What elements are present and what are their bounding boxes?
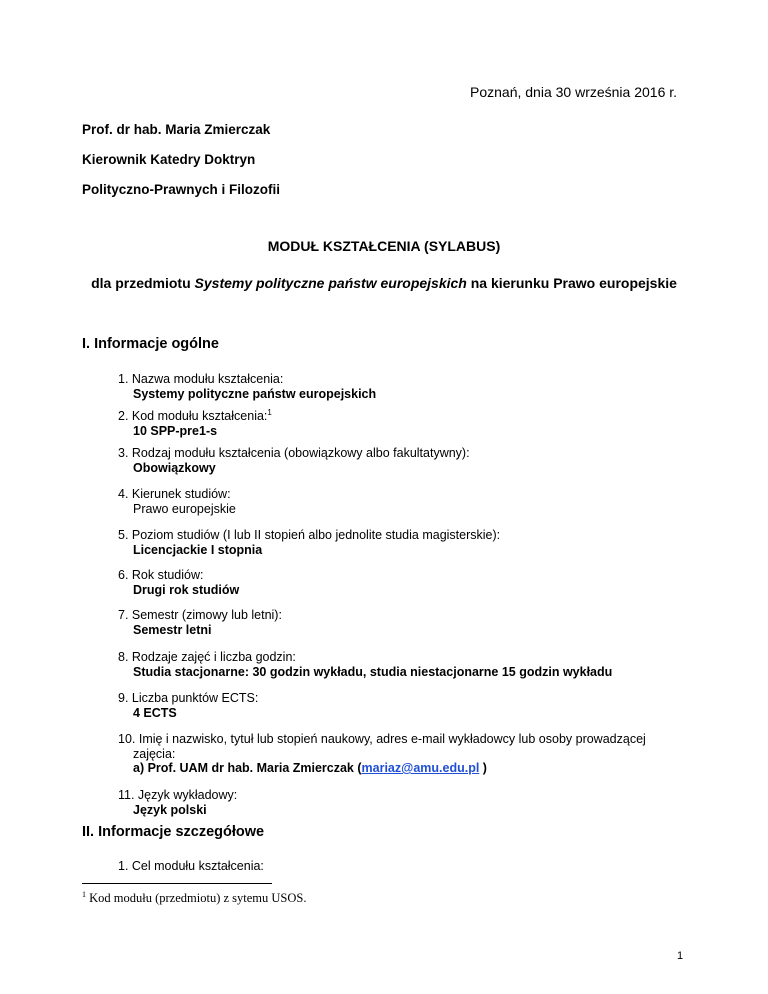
item-label-continuation: zajęcia: xyxy=(133,746,176,761)
list-item xyxy=(118,859,703,874)
item-label: 5. Poziom studiów (I lub II stopień albo jednolite studia magisterskie): xyxy=(118,528,501,542)
header-department: Polityczno-Prawnych i Filozofii xyxy=(82,182,281,197)
footnote-ref: 1 xyxy=(267,407,272,417)
list-item xyxy=(118,372,703,401)
item-value: Drugi rok studiów xyxy=(133,582,240,597)
section-heading-detailed: II. Informacje szczegółowe xyxy=(82,824,265,840)
item-value: Systemy polityczne państw europejskich xyxy=(133,386,377,401)
item-value: 10 SPP-pre1-s xyxy=(133,423,218,438)
item-value: Semestr letni xyxy=(133,622,212,637)
section-heading-general: I. Informacje ogólne xyxy=(82,336,219,352)
list-item xyxy=(118,788,703,817)
list-item xyxy=(118,608,703,637)
item-label: 8. Rodzaje zajęć i liczba godzin: xyxy=(118,650,296,664)
list-item xyxy=(118,732,703,776)
subtitle-prefix: dla przedmiotu xyxy=(91,275,195,291)
document-subtitle xyxy=(0,275,768,291)
item-value: Studia stacjonarne: 30 godzin wykładu, studia niestacjonarne 15 godzin wykładu xyxy=(133,664,613,679)
page-number: 1 xyxy=(677,950,684,962)
item-value: Licencjackie I stopnia xyxy=(133,542,263,557)
item-label: 11. Język wykładowy: xyxy=(118,788,238,802)
item-value xyxy=(118,761,703,776)
item-value: Prawo europejskie xyxy=(133,501,236,516)
footnote-divider xyxy=(82,883,272,884)
item-label: 6. Rok studiów: xyxy=(118,568,204,582)
footnote xyxy=(82,891,306,906)
item-label: 1. Nazwa modułu kształcenia: xyxy=(118,372,284,386)
list-item xyxy=(118,446,703,475)
item-label: 3. Rodzaj modułu kształcenia (obowiązkowy albo fakultatywny): xyxy=(118,446,470,460)
list-item xyxy=(118,691,703,720)
subtitle-suffix: na kierunku Prawo europejskie xyxy=(466,275,677,291)
email-link[interactable]: mariaz@amu.edu.pl xyxy=(361,761,480,775)
item-label: 7. Semestr (zimowy lub letni): xyxy=(118,608,282,622)
item-value: Obowiązkowy xyxy=(133,460,216,475)
subtitle-course: Systemy polityczne państw europejskich xyxy=(194,275,467,291)
lecturer-name: a) Prof. UAM dr hab. Maria Zmierczak ( xyxy=(133,761,362,775)
footnote-number: 1 xyxy=(82,889,86,899)
list-item xyxy=(118,650,703,679)
item-label: 9. Liczba punktów ECTS: xyxy=(118,691,259,705)
footnote-text: Kod modułu (przedmiotu) z sytemu USOS. xyxy=(86,891,307,905)
item-label: 2. Kod modułu kształcenia: xyxy=(118,409,268,423)
item-label: 1. Cel modułu kształcenia: xyxy=(118,859,264,873)
date-line: Poznań, dnia 30 września 2016 r. xyxy=(470,84,678,100)
item-value: Język polski xyxy=(133,802,207,817)
list-item xyxy=(118,528,703,557)
value-suffix: ) xyxy=(479,761,487,775)
document-title: MODUŁ KSZTAŁCENIA (SYLABUS) xyxy=(267,238,501,254)
item-value: 4 ECTS xyxy=(133,705,177,720)
list-item xyxy=(118,409,703,438)
list-item xyxy=(118,487,703,516)
header-position: Kierownik Katedry Doktryn xyxy=(82,152,256,167)
item-label: 4. Kierunek studiów: xyxy=(118,487,231,501)
header-name: Prof. dr hab. Maria Zmierczak xyxy=(82,122,271,137)
item-label: 10. Imię i nazwisko, tytuł lub stopień naukowy, adres e-mail wykładowcy lub osoby prowadzącej xyxy=(118,732,646,746)
list-item xyxy=(118,568,703,597)
